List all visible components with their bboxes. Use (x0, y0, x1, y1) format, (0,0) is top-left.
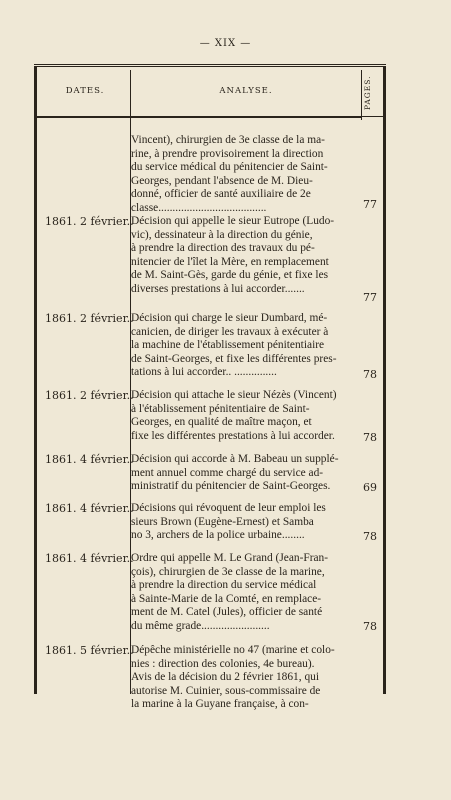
header-pages: PAGES. (363, 75, 372, 111)
entry-analyse: Vincent), chirurgien de 3e classe de la ma- rine, à prendre provisoirement la direction du service médical du pénitencier de Saint- Georges, pendant l'absence de M. Dieu- donné, officier de santé auxiliaire de 2e classe...................................... (131, 134, 328, 214)
entries-list (37, 134, 383, 714)
header-analyse: ANALYSE. (219, 86, 273, 96)
table-header (37, 70, 383, 117)
header-rule-analyse (131, 116, 361, 118)
table-row (37, 215, 383, 305)
entry-date: 1861. 2 février.. (45, 215, 134, 228)
entry-analyse: Décision qui attache le sieur Nézès (Vincent) à l'établissement pénitentiaire de Saint- Georges, en qualité de maître maçon, et fixe les différentes prestations à lui accorder. (131, 389, 337, 442)
entry-page: 69 (363, 481, 377, 495)
entry-date (37, 134, 127, 212)
entry-analyse: Décisions qui révoquent de leur emploi les sieurs Brown (Eugène-Ernest) et Samba no 3, archers de la police urbaine........ (131, 502, 326, 542)
entry-analyse: Dépêche ministérielle no 47 (marine et colo- nies : direction des colonies, 4e bureau). Avis de la décision du 2 février 1861, qui autorise M. Cuinier, sous-commissaire de la marine à la Guyane française, à con- (131, 644, 335, 711)
entry-date: 1861. 4 février.. (45, 502, 134, 515)
entry-analyse: Ordre qui appelle M. Le Grand (Jean-Fran- çois), chirurgien de 3e classe de la marine, à prendre la direction du service médical à Sainte-Marie de la Comté, en remplace- ment de M. Catel (Jules), officier de santé du même grade........................ (131, 552, 329, 632)
table-row (37, 502, 383, 544)
entry-date: 1861. 2 février.. (45, 389, 134, 402)
entry-page (357, 644, 383, 714)
table-row (37, 552, 383, 634)
entry-analyse: Décision qui charge le sieur Dumbard, mé- canicien, de diriger les travaux à exécuter à la machine de l'établissement pénitentiaire de Saint-Georges, et fixe les différentes pres- tations à lui accorder.. ............... (131, 312, 337, 379)
entry-analyse: Décision qui appelle le sieur Eutrope (Ludo- vic), dessinateur à la direction du génie, à prendre la direction des travaux du pé- nitencier de l'îlet la Mère, en remplacement de M. Saint-Gès, garde du génie, et fixe les diverses prestations à lui accorder....... (131, 215, 335, 295)
table-row (37, 134, 383, 212)
entry-date: 1861. 5 février.. (45, 644, 134, 657)
header-rule-dates (37, 116, 131, 118)
entry-page: 78 (363, 620, 377, 634)
table-row (37, 312, 383, 382)
entry-page: 78 (363, 530, 377, 544)
entry-page: 78 (363, 431, 377, 445)
entry-date: 1861. 4 février.. (45, 552, 134, 565)
table-row (37, 644, 383, 714)
page-number: — XIX — (199, 38, 252, 49)
column-divider-pages (361, 70, 362, 120)
table-row (37, 389, 383, 445)
table-row (37, 453, 383, 495)
entry-page: 77 (363, 291, 377, 305)
entry-date: 1861. 2 février.. (45, 312, 134, 325)
entry-page: 78 (363, 368, 377, 382)
entry-date: 1861. 4 février.. (45, 453, 134, 466)
entry-analyse: Décision qui accorde à M. Babeau un supplé- ment annuel comme chargé du service ad- ministratif du pénitencier de Saint-Georges. (131, 453, 339, 493)
entry-page: 77 (363, 198, 377, 212)
header-dates: DATES. (65, 86, 105, 96)
